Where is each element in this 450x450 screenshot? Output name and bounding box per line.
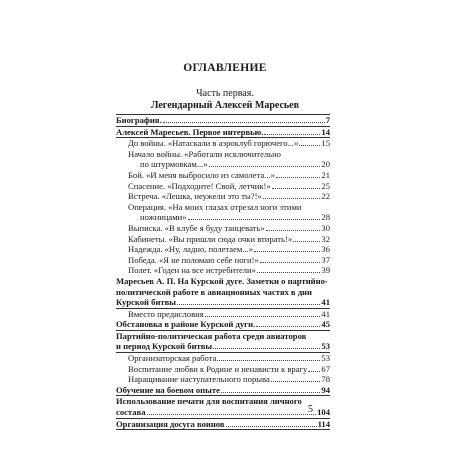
toc-leader-dots (299, 138, 320, 146)
toc-leader-dots (308, 364, 320, 372)
toc-leader-dots (147, 407, 317, 415)
toc-entry-page: 32 (321, 233, 330, 244)
toc-entry-page: 21 (321, 169, 330, 180)
toc-entry-page: 7 (325, 115, 330, 125)
toc-leader-dots (271, 374, 321, 382)
toc-leader-dots (217, 353, 320, 361)
toc-entry-title: Выписка. «В клубе я буду танцевать» (128, 222, 265, 233)
toc-leader-dots (263, 191, 321, 199)
table-of-contents (116, 114, 330, 430)
toc-leader-dots (266, 223, 321, 231)
toc-entry-row (116, 341, 330, 352)
toc-entry-title: Победа. «Я не поломаю себе ноги!» (128, 254, 259, 265)
toc-entry-line: Начало войны. «Работали исключительно (128, 148, 281, 159)
toc-entry-row (116, 223, 330, 234)
toc-entry (116, 138, 330, 149)
toc-entry-row (116, 265, 330, 276)
toc-entry-line: политической работе в авиационных частях в дни (116, 286, 312, 297)
toc-entry (116, 255, 330, 266)
toc-entry-row (116, 159, 330, 170)
toc-entry-title: Надежда. «Ну, ладно, полетаем...» (128, 244, 254, 255)
toc-entry-page: 22 (321, 191, 330, 202)
toc-entry-title: Наращивание наступательного порыва (128, 374, 270, 385)
toc-entry-page: 41 (321, 308, 330, 319)
toc-entry (116, 309, 330, 320)
toc-entry-title: Алексей Маресьев. Первое интервью. (116, 126, 264, 137)
toc-leader-dots (205, 309, 321, 317)
toc-entry-title: по штурмовкам...» (140, 159, 208, 170)
toc-leader-dots (254, 244, 320, 252)
toc-entry (116, 265, 330, 276)
toc-leader-dots (209, 159, 321, 167)
toc-leader-dots (177, 297, 320, 305)
toc-entry-line: Партийно-политическая работа среди авиаторов (116, 330, 307, 341)
toc-entry-row (116, 212, 330, 223)
toc-entry-row (116, 309, 330, 320)
toc-entry (116, 191, 330, 202)
toc-entry-title: Вместо предисловия (128, 308, 204, 319)
toc-entry (116, 276, 330, 309)
toc-entry-row (116, 419, 330, 430)
toc-entry-title: Спасение. «Подходите! Свой, летчик!» (128, 180, 271, 191)
toc-entry (116, 419, 330, 431)
toc-entry (116, 234, 330, 245)
toc-entry-row (116, 181, 330, 192)
toc-entry-title: Полет. «Годен на все истребители» (128, 265, 256, 276)
toc-entry-title: и период Курской битвы (116, 341, 213, 352)
toc-entry (116, 364, 330, 375)
toc-entry (116, 385, 330, 397)
toc-list (116, 115, 330, 430)
toc-entry-page: 67 (321, 363, 330, 374)
toc-entry-row (116, 191, 330, 202)
toc-entry-page: 30 (321, 222, 330, 233)
toc-entry-row (116, 374, 330, 385)
toc-entry-title: Обстановка в районе Курской дуги. (116, 319, 256, 330)
toc-entry-row (116, 364, 330, 375)
toc-entry-row (116, 170, 330, 181)
toc-leader-dots (293, 234, 320, 242)
toc-entry (116, 149, 330, 170)
toc-entry-title: Биография. (116, 115, 162, 125)
toc-entry-title: Обучение на боевом опыте (116, 384, 220, 395)
toc-entry-row (116, 407, 330, 418)
toc-entry-row (116, 353, 330, 364)
toc-entry (116, 374, 330, 385)
toc-entry-line: Операция. «На моих глазах отрезал ноги этими (128, 201, 302, 212)
toc-entry (116, 319, 330, 331)
toc-entry-title: ножницами» (140, 212, 187, 223)
toc-leader-dots (256, 319, 320, 327)
toc-entry-page: 39 (321, 265, 330, 276)
toc-entry (116, 170, 330, 181)
toc-entry-title: Организация досуга воинов (116, 418, 225, 429)
toc-entry-page: 36 (321, 244, 330, 255)
toc-entry-page: 94 (321, 384, 330, 395)
toc-entry (116, 181, 330, 192)
toc-entry-page: 15 (321, 138, 330, 149)
toc-entry-page: 53 (321, 341, 330, 352)
part-title: Легендарный Алексей Маресьев (150, 100, 300, 111)
toc-entry-title: До войны. «Натаскали в аэроклуб горючего...» (128, 138, 299, 149)
toc-entry-row (116, 297, 330, 308)
toc-entry-row (116, 234, 330, 245)
toc-leader-dots (188, 212, 321, 220)
toc-leader-dots (163, 115, 325, 123)
toc-leader-dots (260, 255, 321, 263)
toc-entry-page: 41 (321, 297, 330, 308)
toc-entry-title: Организаторская работа (128, 353, 217, 364)
toc-entry-title: Воспитание любви к Родине и ненависти к врагу (128, 363, 308, 374)
toc-entry (116, 244, 330, 255)
toc-entry (116, 396, 330, 418)
toc-entry-row (116, 244, 330, 255)
toc-entry-row (116, 127, 330, 138)
toc-entry-page: 78 (321, 374, 330, 385)
toc-entry-line: Маресьев А. П. На Курской дуге. Заметки о партийно- (116, 275, 328, 286)
page-number: 5 (308, 404, 313, 415)
toc-leader-dots (226, 419, 317, 427)
toc-entry-title: Кабинеты. «Вы пришли сюда очки втирать!» (128, 233, 293, 244)
toc-leader-dots (221, 385, 321, 393)
page-title: ОГЛАВЛЕНИЕ (183, 62, 267, 74)
toc-entry (116, 127, 330, 139)
toc-entry-page: 53 (321, 353, 330, 364)
part-label: Часть первая. (196, 88, 254, 99)
toc-divider (116, 429, 330, 430)
toc-entry-page: 25 (321, 180, 330, 191)
toc-entry (116, 115, 330, 127)
toc-leader-dots (213, 341, 320, 349)
toc-entry (116, 331, 330, 353)
toc-entry-title: состава (116, 407, 146, 418)
toc-entry-line: Использование печати для воспитания личного (116, 396, 302, 407)
toc-entry-page: 28 (321, 212, 330, 223)
toc-leader-dots (276, 170, 320, 178)
toc-entry (116, 223, 330, 234)
toc-entry-page: 37 (321, 254, 330, 265)
toc-leader-dots (264, 127, 320, 135)
toc-entry-title: Встреча. «Лешка, неужели это ты?!» (128, 191, 262, 202)
toc-entry-row (116, 319, 330, 330)
toc-entry-title: Курской битвы (116, 297, 176, 308)
toc-leader-dots (257, 265, 320, 273)
toc-entry-page: 114 (317, 418, 330, 429)
toc-entry-page: 14 (321, 126, 330, 137)
toc-entry (116, 353, 330, 364)
toc-leader-dots (272, 181, 321, 189)
toc-entry-page: 104 (317, 407, 330, 418)
toc-entry (116, 202, 330, 223)
toc-entry-title: Бой. «И меня выбросило из самолета...» (128, 169, 275, 180)
toc-entry-row (116, 138, 330, 149)
toc-entry-row (116, 255, 330, 266)
toc-entry-row (116, 115, 330, 126)
toc-entry-row (116, 385, 330, 396)
toc-entry-page: 20 (321, 159, 330, 170)
toc-entry-page: 45 (321, 319, 330, 330)
